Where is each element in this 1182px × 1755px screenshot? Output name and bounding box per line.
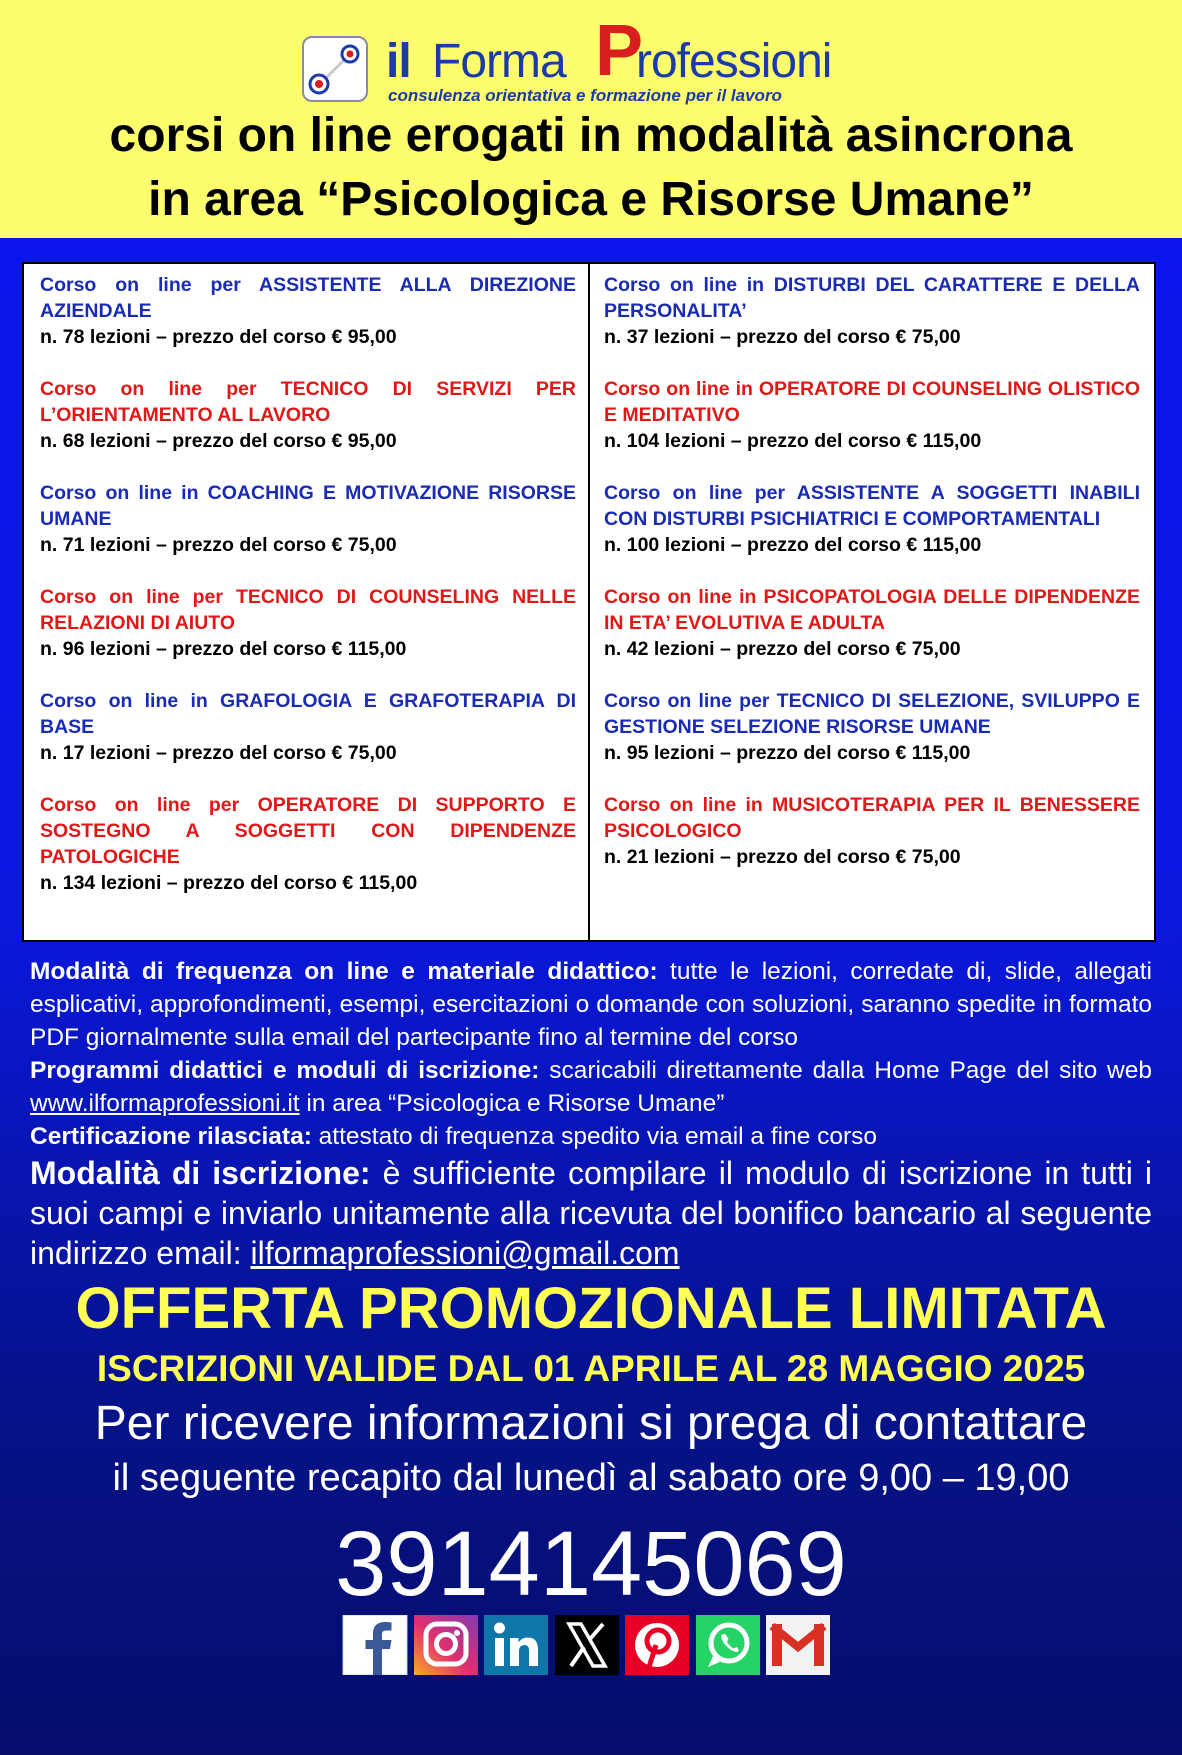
course-title: Corso on line per ASSISTENTE ALLA DIREZIONE AZIENDALE — [40, 274, 576, 322]
course-lessons-price: n. 100 lezioni – prezzo del corso € 115,00 — [604, 534, 982, 556]
course-item — [40, 376, 576, 454]
logo-text-p: P — [595, 11, 644, 91]
attendance-mode-text: tutte le lezioni, corredate di, slide, allegati esplicativi, approfondimenti, esempi, esercitazioni o domande con soluzioni, saranno spedite in formato PDF giornalmente sulla email del partecipante fino al termine del corso — [30, 958, 1152, 1051]
course-title: Corso on line per TECNICO DI COUNSELING NELLE RELAZIONI DI AIUTO — [40, 586, 576, 634]
course-lessons-price: n. 21 lezioni – prezzo del corso € 75,00 — [604, 846, 961, 868]
column-divider — [588, 264, 590, 940]
course-lessons-price: n. 71 lezioni – prezzo del corso € 75,00 — [40, 534, 397, 556]
course-title: Corso on line per TECNICO DI SERVIZI PER L’ORIENTAMENTO AL LAVORO — [40, 378, 576, 426]
course-column-left — [40, 272, 576, 922]
phone-number[interactable]: 3914145069 — [335, 1513, 847, 1615]
promo-dates: ISCRIZIONI VALIDE DAL 01 APRILE AL 28 MAGGIO 2025 — [96, 1348, 1086, 1389]
course-title: Corso on line per OPERATORE DI SUPPORTO E SOSTEGNO A SOGGETTI CON DIPENDENZE PATOLOGICHE — [40, 794, 576, 868]
course-lessons-price: n. 37 lezioni – prezzo del corso € 75,00 — [604, 326, 961, 348]
instagram-icon[interactable] — [411, 1615, 481, 1675]
facebook-icon[interactable] — [340, 1615, 410, 1675]
course-lessons-price: n. 96 lezioni – prezzo del corso € 115,00 — [40, 638, 407, 660]
course-item — [604, 376, 1140, 454]
course-item — [40, 688, 576, 766]
social-icons-bar — [340, 1615, 834, 1675]
course-title: Corso on line in COACHING E MOTIVAZIONE RISORSE UMANE — [40, 482, 576, 530]
page-title-line-2: in area “Psicologica e Risorse Umane” — [148, 173, 1034, 226]
course-lessons-price: n. 78 lezioni – prezzo del corso € 95,00 — [40, 326, 397, 348]
whatsapp-icon[interactable] — [693, 1615, 763, 1675]
pinterest-icon[interactable] — [622, 1615, 692, 1675]
attendance-mode-label: Modalità di frequenza on line e materiale didattico: — [30, 958, 658, 985]
gmail-icon[interactable] — [763, 1615, 833, 1675]
contact-info-line-1: Per ricevere informazioni si prega di contattare — [94, 1397, 1088, 1450]
course-title: Corso on line in PSICOPATOLOGIA DELLE DIPENDENZE IN ETA’ EVOLUTIVA E ADULTA — [604, 586, 1140, 634]
course-item — [40, 792, 576, 896]
programs-label: Programmi didattici e moduli di iscrizione: — [30, 1057, 540, 1084]
certification-label: Certificazione rilasciata: — [30, 1123, 312, 1150]
enrollment-paragraph — [30, 1153, 1152, 1273]
page-title-line-1: corsi on line erogati in modalità asincrona — [109, 109, 1073, 162]
course-title: Corso on line in DISTURBI DEL CARATTERE E DELLA PERSONALITA’ — [604, 274, 1140, 322]
course-column-right — [604, 272, 1140, 896]
x-icon[interactable] — [552, 1615, 622, 1675]
logo-text-forma: Forma — [432, 35, 566, 88]
course-item — [604, 688, 1140, 766]
course-lessons-price: n. 104 lezioni – prezzo del corso € 115,00 — [604, 430, 982, 452]
certification-text: attestato di frequenza spedito via email a fine corso — [311, 1123, 878, 1150]
course-item — [604, 584, 1140, 662]
course-item — [40, 480, 576, 558]
logo — [302, 12, 902, 104]
course-item — [604, 480, 1140, 558]
course-lessons-price: n. 17 lezioni – prezzo del corso € 75,00 — [40, 742, 397, 764]
course-lessons-price: n. 68 lezioni – prezzo del corso € 95,00 — [40, 430, 397, 452]
website-link[interactable]: www.ilformaprofessioni.it — [30, 1090, 300, 1117]
header-banner — [0, 0, 1182, 238]
course-item — [40, 272, 576, 350]
logo-subtitle: consulenza orientativa e formazione per il lavoro — [388, 86, 782, 105]
course-item — [604, 792, 1140, 870]
logo-text-il: il — [386, 35, 411, 88]
course-title: Corso on line per TECNICO DI SELEZIONE, SVILUPPO E GESTIONE SELEZIONE RISORSE UMANE — [604, 690, 1140, 738]
course-title: Corso on line in MUSICOTERAPIA PER IL BENESSERE PSICOLOGICO — [604, 794, 1140, 842]
course-item — [604, 272, 1140, 350]
course-title: Corso on line in GRAFOLOGIA E GRAFOTERAPIA DI BASE — [40, 690, 576, 738]
logo-text-rofessioni: rofessioni — [636, 35, 832, 88]
email-link[interactable]: ilformaprofessioni@gmail.com — [250, 1235, 680, 1271]
course-details — [30, 955, 1152, 1273]
course-title: Corso on line in OPERATORE DI COUNSELING OLISTICO E MEDITATIVO — [604, 378, 1140, 426]
certification-paragraph — [30, 1120, 1152, 1153]
contact-info-line-2: il seguente recapito dal lunedì al sabato ore 9,00 – 19,00 — [112, 1457, 1070, 1499]
course-item — [40, 584, 576, 662]
linkedin-icon[interactable] — [481, 1615, 551, 1675]
target-logo-icon — [302, 36, 368, 102]
course-lessons-price: n. 95 lezioni – prezzo del corso € 115,00 — [604, 742, 971, 764]
programs-text-end: in area “Psicologica e Risorse Umane” — [299, 1090, 725, 1117]
promo-offer-title: OFFERTA PROMOZIONALE LIMITATA — [75, 1276, 1107, 1341]
enrollment-label: Modalità di iscrizione: — [30, 1155, 371, 1191]
course-lessons-price: n. 134 lezioni – prezzo del corso € 115,00 — [40, 872, 418, 894]
course-table — [22, 262, 1156, 942]
programs-paragraph — [30, 1054, 1152, 1120]
course-lessons-price: n. 42 lezioni – prezzo del corso € 75,00 — [604, 638, 961, 660]
attendance-mode-paragraph — [30, 955, 1152, 1054]
enrollment-text: è sufficiente compilare il modulo di iscrizione in tutti i suoi campi e inviarlo unitamente alla ricevuta del bonifico bancario al seguente indirizzo email: — [30, 1155, 1153, 1271]
programs-text: scaricabili direttamente dalla Home Page del sito web — [539, 1057, 1152, 1084]
course-title: Corso on line per ASSISTENTE A SOGGETTI INABILI CON DISTURBI PSICHIATRICI E COMPORTAMENTALI — [604, 482, 1140, 530]
